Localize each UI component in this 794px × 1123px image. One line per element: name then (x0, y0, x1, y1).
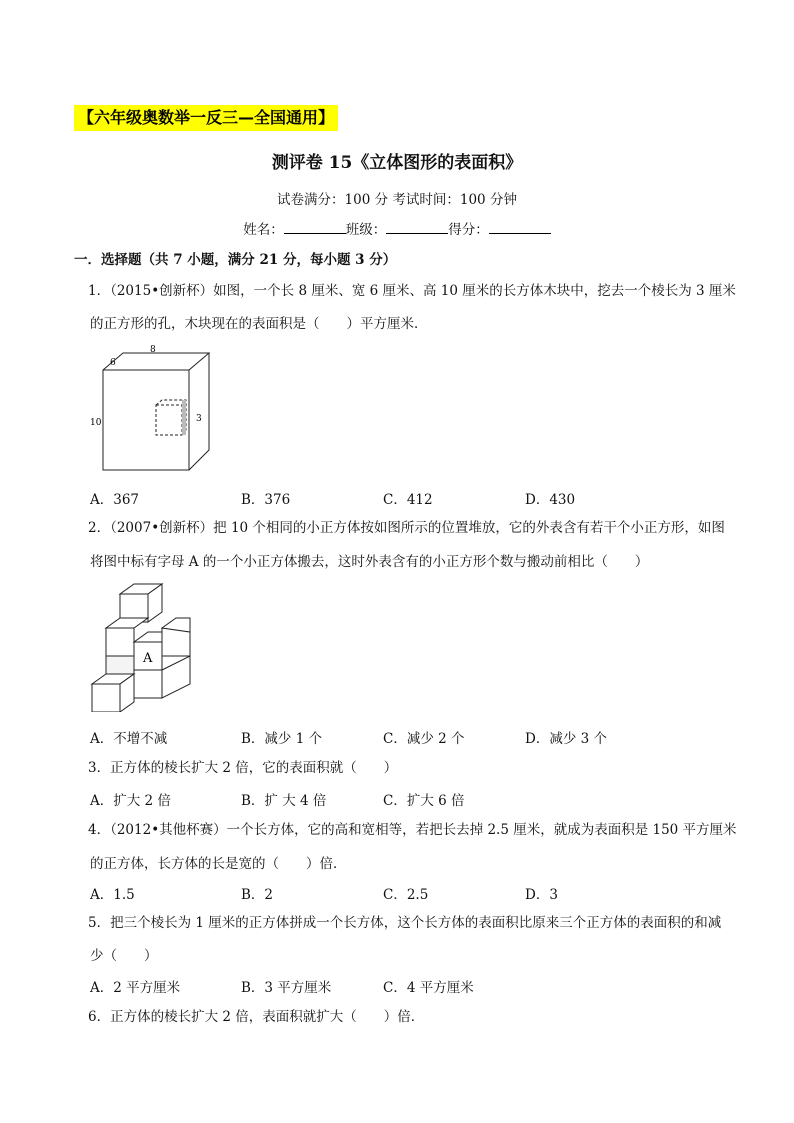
question-1-line-2: 的正方形的孔，木块现在的表面积是（ ）平方厘米． (90, 316, 428, 332)
q3-option-a[interactable]: A．扩大 2 倍 (90, 793, 171, 809)
question-2-line-2: 将图中标有字母 A 的一个小正方体搬去，这时外表含有的小正方形个数与搬动前相比（ ） (90, 554, 649, 570)
question-1-line-1: 1．（2015•创新杯）如图，一个长 8 厘米、宽 6 厘米、高 10 厘米的长方体木块中，挖去一个棱长为 3 厘米 (88, 283, 736, 299)
class-label: 班级： (345, 222, 387, 238)
label-hole: 3 (196, 414, 202, 424)
q5-option-c[interactable]: C．4 平方厘米 (383, 980, 474, 996)
q1-option-a[interactable]: A．367 (90, 492, 140, 508)
class-blank[interactable] (386, 219, 448, 234)
question-6-line-1: 6．正方体的棱长扩大 2 倍，表面积就扩大（ ）倍． (88, 1009, 425, 1025)
score-label: 得分： (448, 222, 489, 238)
header-tag: 【六年级奥数举一反三—全国通用】 (74, 105, 338, 131)
label-height: 10 (90, 418, 102, 428)
q1-option-b[interactable]: B．376 (241, 492, 291, 508)
q2-option-b[interactable]: B．减少 1 个 (241, 731, 323, 747)
hole-back-outline (156, 405, 182, 435)
section-heading: 一．选择题（共 7 小题，满分 21 分，每小题 3 分） (74, 252, 397, 268)
question-5-line-2: 少（ ） (90, 948, 158, 964)
q3-option-b[interactable]: B．扩 大 4 倍 (241, 793, 327, 809)
exam-title: 测评卷 15《立体图形的表面积》 (271, 153, 523, 173)
cuboid-top-face (103, 353, 209, 370)
q1-option-c[interactable]: C．412 (383, 492, 433, 508)
q5-option-a[interactable]: A．2 平方厘米 (90, 980, 181, 996)
name-blank[interactable] (284, 219, 346, 234)
q4-option-c[interactable]: C．2.5 (383, 887, 429, 903)
question-2-line-1: 2．（2007•创新杯）把 10 个相同的小正方体按如图所示的位置堆放，它的外表含有若干个小正方形，如图 (88, 520, 725, 536)
q2-option-d[interactable]: D．减少 3 个 (525, 731, 607, 747)
cuboid-figure (88, 345, 218, 475)
question-4-line-2: 的正方体，长方体的长是宽的（ ）倍． (90, 856, 347, 872)
q4-option-b[interactable]: B．2 (241, 887, 274, 903)
label-length: 8 (150, 345, 156, 355)
cuboid-side-face (189, 353, 209, 470)
label-width: 6 (110, 358, 116, 368)
question-5-line-1: 5．把三个棱长为 1 厘米的正方体拼成一个长方体，这个长方体的表面积比原来三个正方体的表面积的和减 (88, 915, 722, 931)
q2-option-a[interactable]: A．不增不减 (90, 731, 168, 747)
exam-info: 试卷满分：100 分 考试时间：100 分钟 (277, 192, 517, 208)
q5-option-b[interactable]: B．3 平方厘米 (241, 980, 332, 996)
hole-shade (182, 400, 186, 435)
q4-option-a[interactable]: A．1.5 (90, 887, 135, 903)
q1-option-d[interactable]: D．430 (525, 492, 576, 508)
q4-option-d[interactable]: D．3 (525, 887, 558, 903)
question-3-line-1: 3．正方体的棱长扩大 2 倍，它的表面积就（ ） (88, 760, 398, 776)
cuboid-front-face (103, 370, 189, 470)
q2-option-c[interactable]: C．减少 2 个 (383, 731, 465, 747)
q3-option-c[interactable]: C．扩大 6 倍 (383, 793, 465, 809)
cube-stack-figure (88, 582, 198, 712)
score-blank[interactable] (489, 219, 551, 234)
name-label: 姓名： (243, 222, 284, 238)
question-4-line-1: 4．（2012•其他杯赛）一个长方体，它的高和宽相等，若把长去掉 2.5 厘米，就成为表面积是 150 平方厘米 (88, 822, 737, 838)
cube-a-label: A (143, 651, 153, 666)
student-fields (0, 218, 794, 238)
